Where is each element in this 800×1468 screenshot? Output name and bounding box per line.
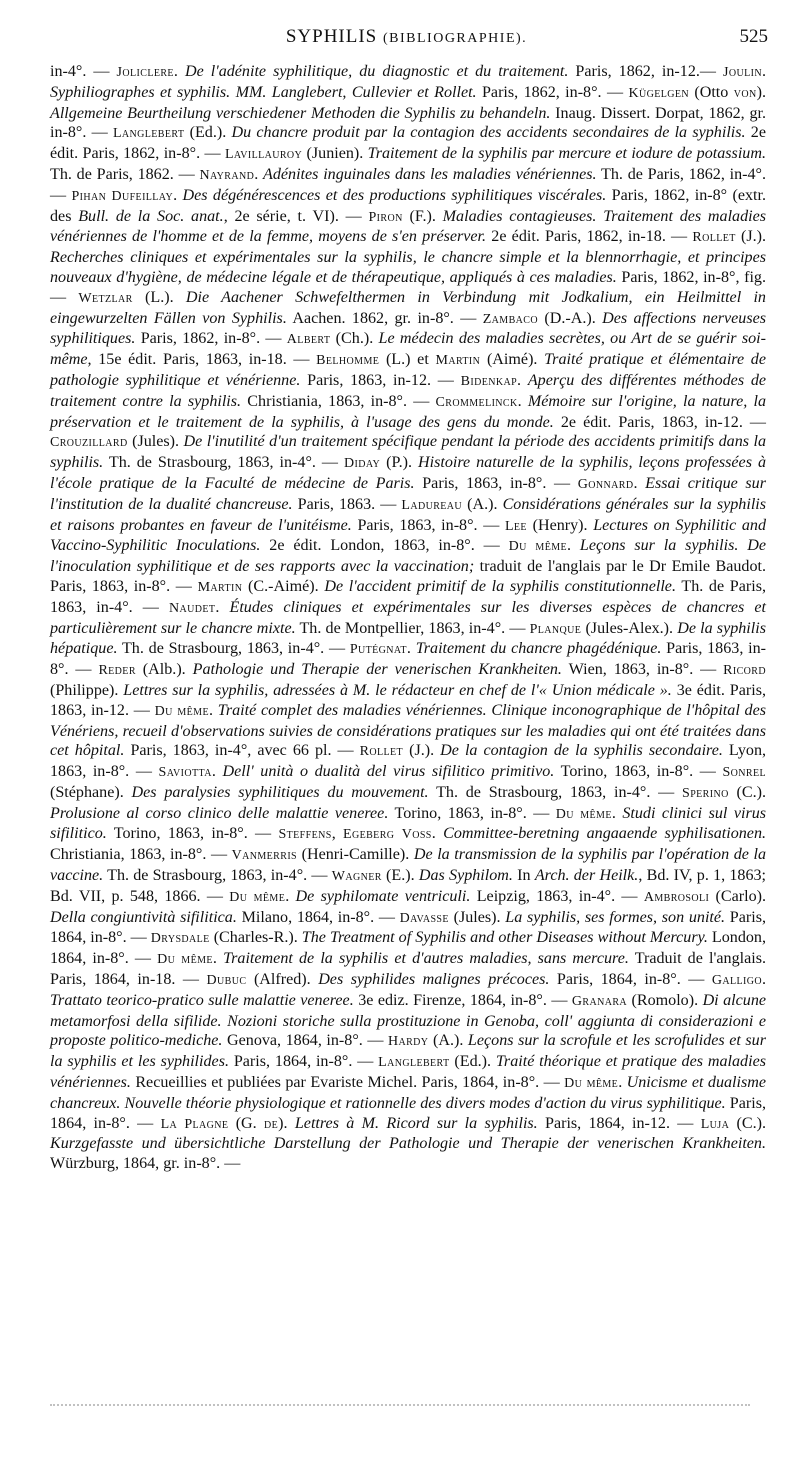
citation-text: Paris, 1863, in-4°, avec 66 pl. — <box>124 742 360 760</box>
citation-text: (Aimé). <box>480 351 545 369</box>
work-title: Le médecin des maladies secrètes, ou Art de se guérir soi-même, <box>50 330 766 369</box>
work-title: Kurzgefasste und übersichtliche Darstellung der Pathologie und Therapie der venerischen Krankheiten. <box>50 1135 766 1153</box>
citation-text: Paris, 1863, in-8°. — <box>50 640 766 679</box>
citation-text: London, 1864, in-8°. — <box>50 929 766 968</box>
work-title: Pathologie und Therapie der venerischen Krankheiten. <box>192 661 562 679</box>
citation-text: , <box>331 825 344 843</box>
work-title: Études cliniques et expérimentales sur les diverses espèces de chancres et particulièrement sur le chancre mixte. <box>50 598 767 637</box>
page-number: 525 <box>739 26 768 47</box>
work-title: Allgemeine Beurtheilung verschiedener Methoden die Syphilis zu behandeln. <box>50 104 551 122</box>
citation-text: (Charles-R.). <box>209 929 302 947</box>
citation-text: . <box>611 804 623 822</box>
citation-text: 3e édit. Paris, 1863, in-12. — <box>50 681 766 719</box>
running-title-sub: (BIBLIOGRAPHIE). <box>383 31 528 46</box>
page-header <box>45 26 768 56</box>
work-title: Dell' unità o dualità del virus sifilitico primitivo. <box>222 763 555 781</box>
work-title: Di alcune metamorfosi della sifilide. Nozioni storiche sulla prostituzione in Genoba, coll' aggiunta di considerazioni e proposte politico-mediche. <box>50 991 767 1050</box>
citation-text: (Henri-Camille). <box>297 846 414 864</box>
citation-text: Paris, 1863, in-12. — <box>300 371 461 389</box>
author-name: Rollet <box>359 744 404 760</box>
citation-text: (Ed.). <box>184 124 232 142</box>
citation-text: Paris, 1864, in-8°. — <box>50 1094 766 1132</box>
citation-text: . <box>517 392 528 410</box>
work-title: Traité pratique et élémentaire de pathologie syphilitique et vénérienne. <box>50 351 766 389</box>
citation-text: . <box>215 598 230 616</box>
citation-text: (Jules-Alex.). <box>581 619 678 637</box>
citation-text: Th. de Strasbourg, 1863, in-4°. — <box>117 640 350 658</box>
work-title: Traitement de la syphilis par mercure et iodure de potassium. <box>367 145 766 163</box>
author-name: Bidenkap <box>460 373 518 389</box>
work-title: Traité complet des maladies vénériennes. Clinique inconographique de l'hôpital des Vénériens, recueil d'observations suivies de considérations pratiques sur les maladies qui ont été traitées dans cet hôpital. <box>50 701 767 760</box>
citation-text: (Ed.). <box>449 1053 496 1071</box>
author-name: Rollet <box>692 230 736 246</box>
author-name: Crouzillard <box>50 435 128 451</box>
author-name: Martin <box>435 353 481 369</box>
citation-text: . <box>212 950 224 968</box>
running-title <box>45 26 768 48</box>
citation-text: (G. <box>228 1114 265 1132</box>
work-title: De syphilomate ventriculi. <box>295 887 471 905</box>
work-title: Bull. de la Soc. anat. <box>78 207 224 225</box>
work-title: Trattato teorico-pratico sulle malattie veneree. <box>50 991 354 1009</box>
author-name: Diday <box>343 456 381 472</box>
citation-text: (J.). <box>735 228 766 246</box>
citation-text: Paris, 1862, in-8°, fig. — <box>50 268 766 306</box>
author-name: Wagner <box>331 869 382 885</box>
citation-text: . <box>173 63 185 80</box>
work-title: Lettres sur la syphilis, adressées à M. le rédacteur en chef de l'« Union médicale ». <box>123 681 672 699</box>
work-title: Studi clinici sul virus sifilitico. <box>50 804 767 843</box>
citation-text: traduit de l'anglais par le Dr Emile Baudot. Paris, 1863, in-8°. — <box>50 558 766 595</box>
work-title: De la contagion de la syphilis secondaire. <box>440 742 723 760</box>
work-title: Die Aachener Schwefelthermen in Verbindung mit Jodkalium, ein Heilmittel in eingewurzelten Fällen von Syphilis. <box>50 288 766 327</box>
citation-text: (Romolo). <box>627 991 703 1009</box>
citation-text: Paris, 1862, in-8° (extr. des <box>50 186 766 225</box>
work-title: De l'inutilité d'un traitement spécifique pendant la période des accidents primitifs dans la syphilis. <box>50 433 766 472</box>
citation-text: Christiania, 1863, in-8°. — <box>50 846 232 864</box>
citation-text: (F.). <box>402 207 443 225</box>
author-name: Ricord <box>723 663 766 679</box>
citation-text: Th. de Strasbourg, 1863, in-4°. — <box>103 454 344 472</box>
citation-text: 15e édit. Paris, 1863, in-18. — <box>91 351 317 369</box>
author-name: Belhomme <box>316 353 380 369</box>
author-name: von <box>733 85 757 101</box>
author-name: Ladureau <box>401 497 463 513</box>
work-title: Traitement du chancre phagédénique. <box>415 640 662 658</box>
running-title-main: SYPHILIS <box>285 26 378 47</box>
citation-text: (C.). <box>728 783 766 801</box>
work-title: Des dégénérescences et des productions syphilitiques viscérales. <box>182 186 607 204</box>
citation-text: (Jules). <box>127 433 184 451</box>
citation-text: Wien, 1863, in-8°. — <box>561 661 724 679</box>
citation-text: (A.). <box>462 495 503 513</box>
author-name: de <box>264 1116 279 1132</box>
work-title: De la syphilis hépatique. <box>50 619 766 658</box>
citation-text: . <box>618 1074 627 1092</box>
work-title: De l'adénite syphilitique, du diagnostic et du traitement. <box>184 63 569 80</box>
citation-text: (Otto <box>688 83 734 101</box>
citation-text: 2e édit. Paris, 1863, in-12. — <box>553 413 767 431</box>
citation-text: Christiania, 1863, in-8°. — <box>241 392 436 410</box>
citation-text: 2e édit. Paris, 1862, in-8°. — <box>50 124 766 163</box>
author-name: Granara <box>571 993 628 1009</box>
work-title: Maladies contagieuses. Traitement des maladies vénériennes de l'homme et de la femme, moyens de s'en préserver. <box>50 207 767 246</box>
author-name: Hardy <box>387 1034 429 1050</box>
citation-text: . <box>761 63 767 80</box>
work-title: Traitement de la syphilis et d'autres maladies, sans mercure. <box>223 950 629 968</box>
citation-text: Leipzig, 1863, in-4°. — <box>470 887 644 905</box>
work-title: Du chancre produit par la contagion des accidents secondaires de la syphilis. <box>231 124 746 142</box>
author-name: Gonnard <box>577 476 634 492</box>
work-title: La syphilis, ses formes, son unité. <box>505 908 726 926</box>
work-title: De l'accident primitif de la syphilis constitutionnelle. <box>324 577 676 595</box>
citation-text: ). <box>756 83 766 101</box>
author-name: Planque <box>529 621 582 637</box>
citation-text: . <box>285 887 296 905</box>
citation-text: Th. de Montpellier, 1863, in-4°. — <box>295 619 530 637</box>
bibliography-text <box>50 62 766 1174</box>
citation-text: (C.). <box>729 1114 766 1132</box>
citation-text: . <box>567 537 580 555</box>
citation-text: Paris, 1862, in-12.— <box>568 63 724 80</box>
citation-text: Th. de Paris, 1862. — <box>50 165 200 183</box>
work-title: Traité théorique et pratique des maladies vénériennes. <box>50 1053 766 1092</box>
author-name: Voss <box>401 827 432 843</box>
citation-text: (Jules). <box>448 908 506 926</box>
work-title: Aperçu des différentes méthodes de traitement contre la syphilis. <box>50 371 767 410</box>
author-name: Martin <box>197 579 243 595</box>
citation-text: Paris, 1864, in-8°. — <box>50 908 766 947</box>
citation-text: (Philippe). <box>50 681 124 699</box>
citation-text: Würzburg, 1864, gr. in-8°. — <box>50 1155 241 1173</box>
author-name: Dubuc <box>206 973 247 989</box>
author-name: Lavillauroy <box>224 147 303 163</box>
bottom-dotted-rule <box>50 1404 750 1406</box>
citation-text: Paris, 1864, in-8°. — <box>549 971 712 989</box>
citation-text: (D.-A.). <box>537 309 603 327</box>
author-name: Du même <box>157 952 213 968</box>
work-title: Considérations générales sur la syphilis et raisons probantes en faveur de l'unitéisme. <box>50 495 767 534</box>
citation-text: . <box>406 640 416 658</box>
citation-text: Paris, 1863. — <box>292 495 402 513</box>
citation-text: (A.). <box>428 1032 468 1050</box>
author-name: La Plagne <box>160 1116 229 1132</box>
author-name: Reder <box>98 663 136 679</box>
citation-text: . <box>254 165 264 183</box>
work-title: Des affections nerveuses syphilitiques. <box>50 309 766 348</box>
citation-text: (Stéphane). <box>50 783 132 801</box>
author-name: Piron <box>368 209 403 225</box>
work-title: Essai critique sur l'institution de la dualité chancreuse. <box>50 474 766 513</box>
citation-text: Milano, 1864, in-8°. — <box>236 908 400 926</box>
citation-text: Aachen. 1862, gr. in-8°. — <box>286 309 483 327</box>
citation-text: . <box>761 971 766 989</box>
citation-text: Th. de Strasbourg, 1863, in-4°. — <box>428 783 683 801</box>
author-name: Crommelinck <box>435 394 518 410</box>
citation-text: Th. de Paris, 1862, in-4°. — <box>50 165 767 204</box>
citation-text: Torino, 1863, in-8°. — <box>106 825 279 843</box>
author-name: Sonrel <box>722 765 766 781</box>
citation-text: Paris, 1863, in-8°. — <box>351 516 505 534</box>
author-name: Vanmerris <box>231 848 298 864</box>
citation-text: Inaug. Dissert. Dorpat, 1862, gr. in-8°. — <box>50 104 766 142</box>
author-name: Langlebert <box>112 126 185 142</box>
author-name: Steffens <box>278 827 332 843</box>
citation-text: . <box>633 474 646 492</box>
work-title: Syphiliographes et syphilis. MM. Langlebert, Cullevier et Rollet. <box>50 83 477 101</box>
work-title: Histoire naturelle de la syphilis, leçons professées à l'école pratique de la Faculté de médecine de Paris. <box>50 454 766 492</box>
work-title: De la transmission de la syphilis par l'opération de la vaccine. <box>50 846 766 885</box>
citation-text: (P.). <box>380 454 419 472</box>
citation-text: (L.). <box>132 288 186 306</box>
work-title: Prolusione al corso clinico delle malattie veneree. <box>50 804 389 822</box>
work-title: Das Syphilom. <box>418 867 513 885</box>
work-title: Committee-beretning angaaende syphilisationen. <box>443 825 767 843</box>
citation-text: (L.) et <box>379 351 436 369</box>
work-title: Leçons sur la syphilis. De l'inoculation syphilitique et de ses rapports avec la vaccination; <box>50 537 766 576</box>
work-title: Della congiuntività sifilitica. <box>50 908 237 926</box>
author-name: Du même <box>508 539 568 555</box>
citation-text: (Henry). <box>526 516 594 534</box>
author-name: Sperino <box>682 785 729 801</box>
citation-text: (E.). <box>381 867 419 885</box>
citation-text: Traduit de l'anglais. Paris, 1864, in-18. — <box>50 950 767 989</box>
citation-text: 2e édit. London, 1863, in-8°. — <box>260 537 509 555</box>
author-name: Wetzlar <box>78 290 133 306</box>
citation-text: 3e ediz. Firenze, 1864, in-8°. — <box>353 991 572 1009</box>
citation-text: . <box>208 701 218 719</box>
bibliography-paragraph <box>50 62 766 1174</box>
work-title: Unicisme et dualisme chancreux. Nouvelle théorie physiologique et rationnelle des divers modes d'action du virus syphilitique. <box>50 1074 767 1112</box>
citation-text: ). <box>278 1114 295 1132</box>
citation-text: Th. de Strasbourg, 1863, in-4°. — <box>103 867 332 885</box>
work-title: Arch. der Heilk. <box>534 867 639 885</box>
author-name: Kügelgen <box>628 85 689 101</box>
work-title: Lettres à M. Ricord sur la syphilis. <box>294 1114 538 1132</box>
citation-text: Paris, 1864, in-8°. — <box>228 1053 379 1071</box>
author-name: Pihan Dufeillay <box>71 188 174 204</box>
author-name: Joliclere <box>116 65 174 80</box>
citation-text: Torino, 1863, in-8°. — <box>388 804 556 822</box>
author-name: Du même <box>229 889 286 905</box>
author-name: Du même <box>555 806 612 822</box>
citation-text: (C.-Aimé). <box>242 577 325 595</box>
citation-text: Lyon, 1863, in-8°. — <box>50 742 767 781</box>
author-name: Luja <box>700 1116 730 1132</box>
author-name: Albert <box>286 332 331 348</box>
citation-text: (Ch.). <box>330 330 379 348</box>
citation-text: , Bd. IV, p. 1, 1863; Bd. VII, p. 548, 1866. — <box>50 867 767 905</box>
citation-text: Th. de Paris, 1863, in-4°. — <box>50 577 766 616</box>
citation-text: Recueillies et publiées par Evariste Michel. Paris, 1864, in-8°. — <box>130 1074 565 1092</box>
citation-text: (Alb.). <box>135 661 193 679</box>
citation-text: . <box>173 186 183 204</box>
work-title: Adénites inguinales dans les maladies vénériennes. <box>263 165 597 183</box>
work-title: Lectures on Syphilitic and Vaccino-Syphilitic Inoculations. <box>50 516 766 555</box>
author-name: Saviotta <box>158 765 212 781</box>
author-name: Galligo <box>711 973 762 989</box>
author-name: Joulin <box>723 65 762 80</box>
citation-text: Genova, 1864, in-8°. — <box>222 1032 388 1050</box>
author-name: Putégnat <box>349 642 407 658</box>
citation-text: Paris, 1862, in-8°. — <box>476 83 629 101</box>
author-name: Du même <box>564 1076 619 1092</box>
citation-text: . <box>211 763 223 781</box>
work-title: The Treatment of Syphilis and other Diseases without Mercury. <box>301 929 708 947</box>
citation-text: Paris, 1862, in-8°. — <box>135 330 287 348</box>
work-title: Leçons sur la scrofule et les scrofulides et sur la syphilis et les syphilides. <box>50 1032 766 1071</box>
citation-text <box>394 825 401 842</box>
citation-text: (Alfred). <box>246 971 319 989</box>
citation-text: . <box>431 825 444 843</box>
citation-text: Torino, 1863, in-8°. — <box>554 763 723 781</box>
author-name: Du même <box>154 703 209 719</box>
author-name: Drysdale <box>150 931 210 947</box>
citation-text: (J.). <box>403 742 441 760</box>
citation-text: , 2e série, t. VI). — <box>223 207 369 225</box>
citation-text: in-4°. — <box>50 63 117 80</box>
citation-text: In <box>512 867 535 885</box>
citation-text: Paris, 1863, in-8°. — <box>414 474 578 492</box>
work-title: Des paralysies syphilitiques du mouvement. <box>131 783 429 801</box>
author-name: Langlebert <box>378 1055 450 1071</box>
author-name: Lee <box>504 518 527 534</box>
author-name: Nayrand <box>199 167 255 183</box>
work-title: Des syphilides malignes précoces. <box>318 971 550 989</box>
author-name: Naudet <box>168 600 216 616</box>
citation-text: 2e édit. Paris, 1862, in-18. — <box>486 228 693 246</box>
citation-text: . <box>517 371 528 389</box>
work-title: Mémoire sur l'origine, la nature, la préservation et le traitement de la syphilis, à l'usage des gens du monde. <box>50 392 766 431</box>
author-name: Egeberg <box>343 827 395 843</box>
author-name: Davasse <box>399 910 449 926</box>
author-name: Zambaco <box>482 311 538 327</box>
author-name: Ambrosoli <box>643 889 710 905</box>
citation-text: (Junien). <box>302 145 368 163</box>
citation-text: Paris, 1864, in-12. — <box>537 1114 701 1132</box>
work-title: Recherches cliniques et expérimentales sur la syphilis, le chancre simple et la blennorrhagie, et principes nouveaux d'hygiène, de médecine légale et de thérapeutique, appliqués à ces maladies. <box>50 249 766 286</box>
citation-text: (Carlo). <box>709 887 767 905</box>
